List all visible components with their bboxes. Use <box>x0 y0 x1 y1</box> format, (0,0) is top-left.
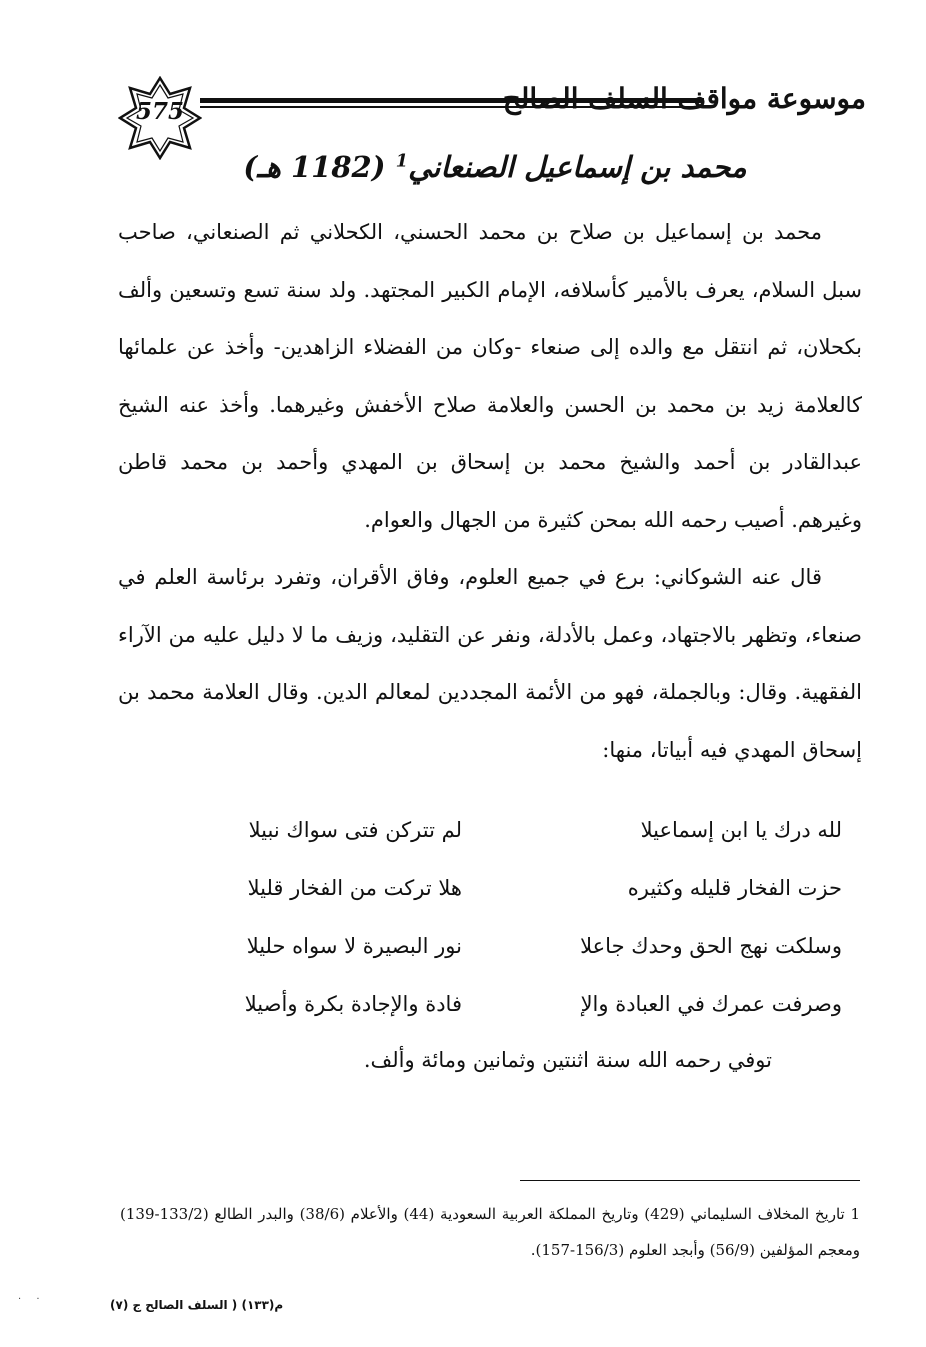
chapter-name: محمد بن إسماعيل الصنعاني <box>408 150 747 184</box>
poem-verse <box>118 876 862 934</box>
verse-first-hemistich: لله درك يا ابن إسماعيلا <box>640 818 842 842</box>
footnote-reference: 1 <box>395 150 409 172</box>
chapter-title <box>150 150 840 184</box>
poem-verse <box>118 992 862 1050</box>
poem <box>118 818 862 1050</box>
series-title: موسوعة مواقف السلف الصالح <box>502 82 866 115</box>
page-number-badge <box>118 76 202 160</box>
verse-first-hemistich: وصرفت عمرك في العبادة والإ <box>580 992 842 1016</box>
poem-verse <box>118 934 862 992</box>
verse-second-hemistich: فادة والإجادة بكرة وأصيلا <box>244 992 462 1016</box>
biography-paragraph: محمد بن إسماعيل بن صلاح بن محمد الحسني، الكحلاني ثم الصنعاني، صاحب سبل السلام، يعرف بالأمير كأسلافه، الإمام الكبير المجتهد. ولد سنة تسع وتسعين وألف بكحلان، ثم انتقل مع والده إلى صنعاء -وكان من الفضلاء الزاهدين- وأخذ عن علمائها كالعلامة زيد بن محمد بن الحسن والعلامة صلاح الأخفش وغيرهما. وأخذ عنه الشيخ عبدالقادر بن أحمد والشيخ محمد بن إسحاق بن المهدي وأحمد بن محمد قاطن وغيرهم. أصيب رحمه الله بمحن كثيرة من الجهال والعوام. <box>118 220 862 532</box>
shawkani-quote-paragraph: قال عنه الشوكاني: برع في جميع العلوم، وفاق الأقران، وتفرد برئاسة العلم في صنعاء، وتظهر بالاجتهاد، وعمل بالأدلة، ونفر عن التقليد، وزيف ما لا دليل عليه من الآراء الفقهية. وقال: وبالجملة، فهو من الأئمة المجددين لمعالم الدين. وقال العلامة محمد بن إسحاق المهدي فيه أبياتا، منها: <box>118 565 862 762</box>
poem-verse <box>118 818 862 876</box>
verse-second-hemistich: هلا تركت من الفخار قليلا <box>247 876 462 900</box>
page-header <box>110 68 866 156</box>
page-number: 575 <box>135 98 184 125</box>
print-signature: م(١٣٣) ( السلف الصالح ج (٧) <box>110 1298 284 1312</box>
verse-second-hemistich: لم تتركن فتى سواك نبيلا <box>248 818 462 842</box>
footnote: 1 تاريخ المخلاف السليماني (429) وتاريخ المملكة العربية السعودية (44) والأعلام (38/6) والبدر الطالع (133/2-139) ومعجم المؤلفين (56/9) وأبجد العلوم (156/3-157). <box>120 1205 860 1259</box>
verse-first-hemistich: وسلكت نهج الحق وحدك جاعلا <box>580 934 842 958</box>
death-note: توفي رحمه الله سنة اثنتين وثمانين ومائة وألف. <box>363 1048 772 1072</box>
verse-second-hemistich: نور البصيرة لا سواه حليلا <box>246 934 462 958</box>
body-text <box>118 204 862 779</box>
verse-first-hemistich: حزت الفخار قليله وكثيره <box>627 876 842 900</box>
chapter-date: (1182 هـ) <box>243 150 386 184</box>
scan-specks: · · <box>18 1294 46 1305</box>
footnote-separator <box>520 1180 860 1181</box>
